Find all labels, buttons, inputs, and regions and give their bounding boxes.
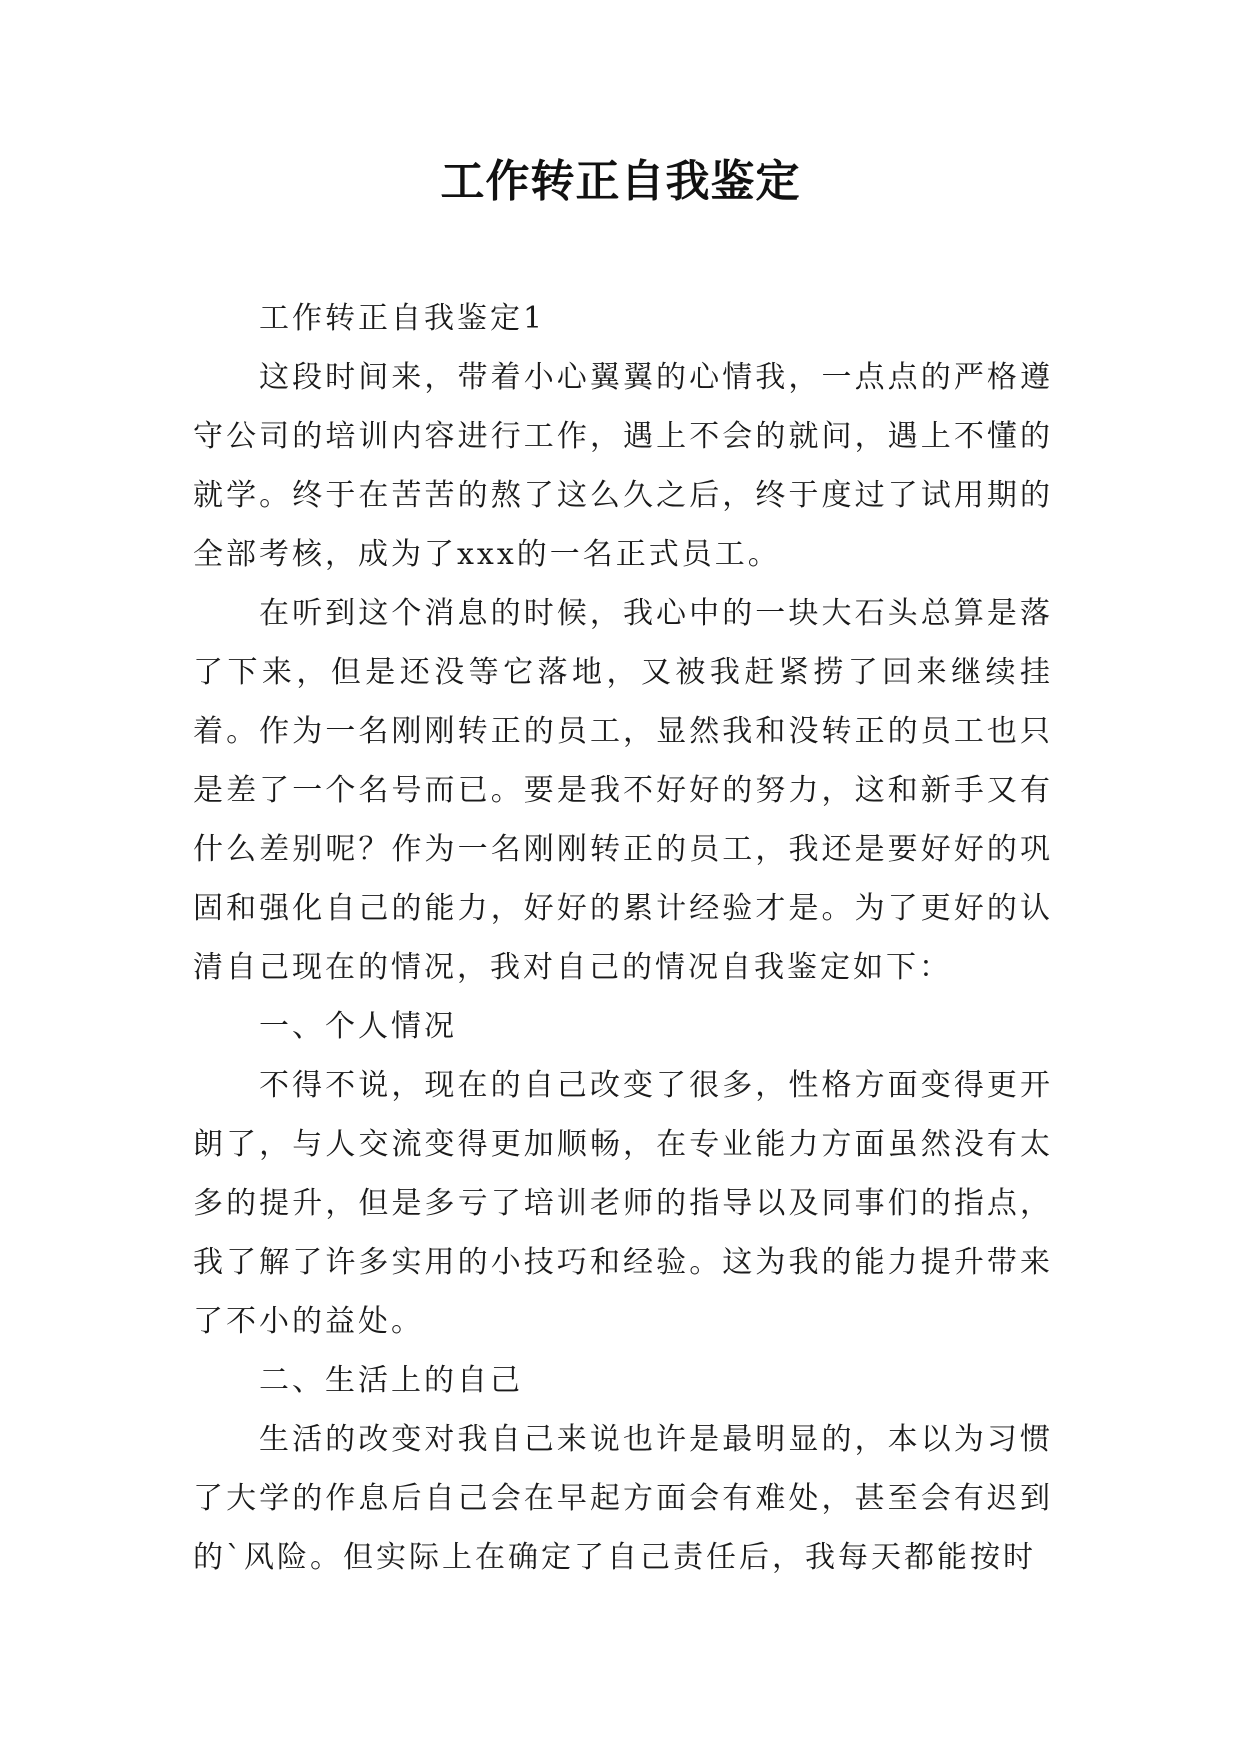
document-title: 工作转正自我鉴定 <box>440 156 801 207</box>
paragraph-3: 不得不说，现在的自己改变了很多，性格方面变得更开朗了，与人交流变得更加顺畅，在专业能力方面虽然没有太多的提升，但是多亏了培训老师的指导以及同事们的指点，我了解了许多实用的小技巧和经验。这为我的能力提升带来了不小的益处。 <box>193 1068 1053 1339</box>
document-body <box>193 289 1053 1587</box>
heading-personal-situation: 一、个人情况 <box>259 1009 457 1044</box>
section-title: 工作转正自我鉴定1 <box>259 301 546 336</box>
paragraph-1: 这段时间来，带着小心翼翼的心情我，一点点的严格遵守公司的培训内容进行工作，遇上不会的就问，遇上不懂的就学。终于在苦苦的熬了这么久之后，终于度过了试用期的全部考核，成为了xxx的一名正式员工。 <box>193 360 1053 572</box>
heading-life: 二、生活上的自己 <box>259 1363 523 1398</box>
paragraph-4: 生活的改变对我自己来说也许是最明显的，本以为习惯了大学的作息后自己会在早起方面会有难处，甚至会有迟到的`风险。但实际上在确定了自己责任后，我每天都能按时 <box>193 1422 1053 1575</box>
paragraph-2: 在听到这个消息的时候，我心中的一块大石头总算是落了下来，但是还没等它落地，又被我赶紧捞了回来继续挂着。作为一名刚刚转正的员工，显然我和没转正的员工也只是差了一个名号而已。要是我不好好的努力，这和新手又有什么差别呢？作为一名刚刚转正的员工，我还是要好好的巩固和强化自己的能力，好好的累计经验才是。为了更好的认清自己现在的情况，我对自己的情况自我鉴定如下： <box>193 596 1053 985</box>
